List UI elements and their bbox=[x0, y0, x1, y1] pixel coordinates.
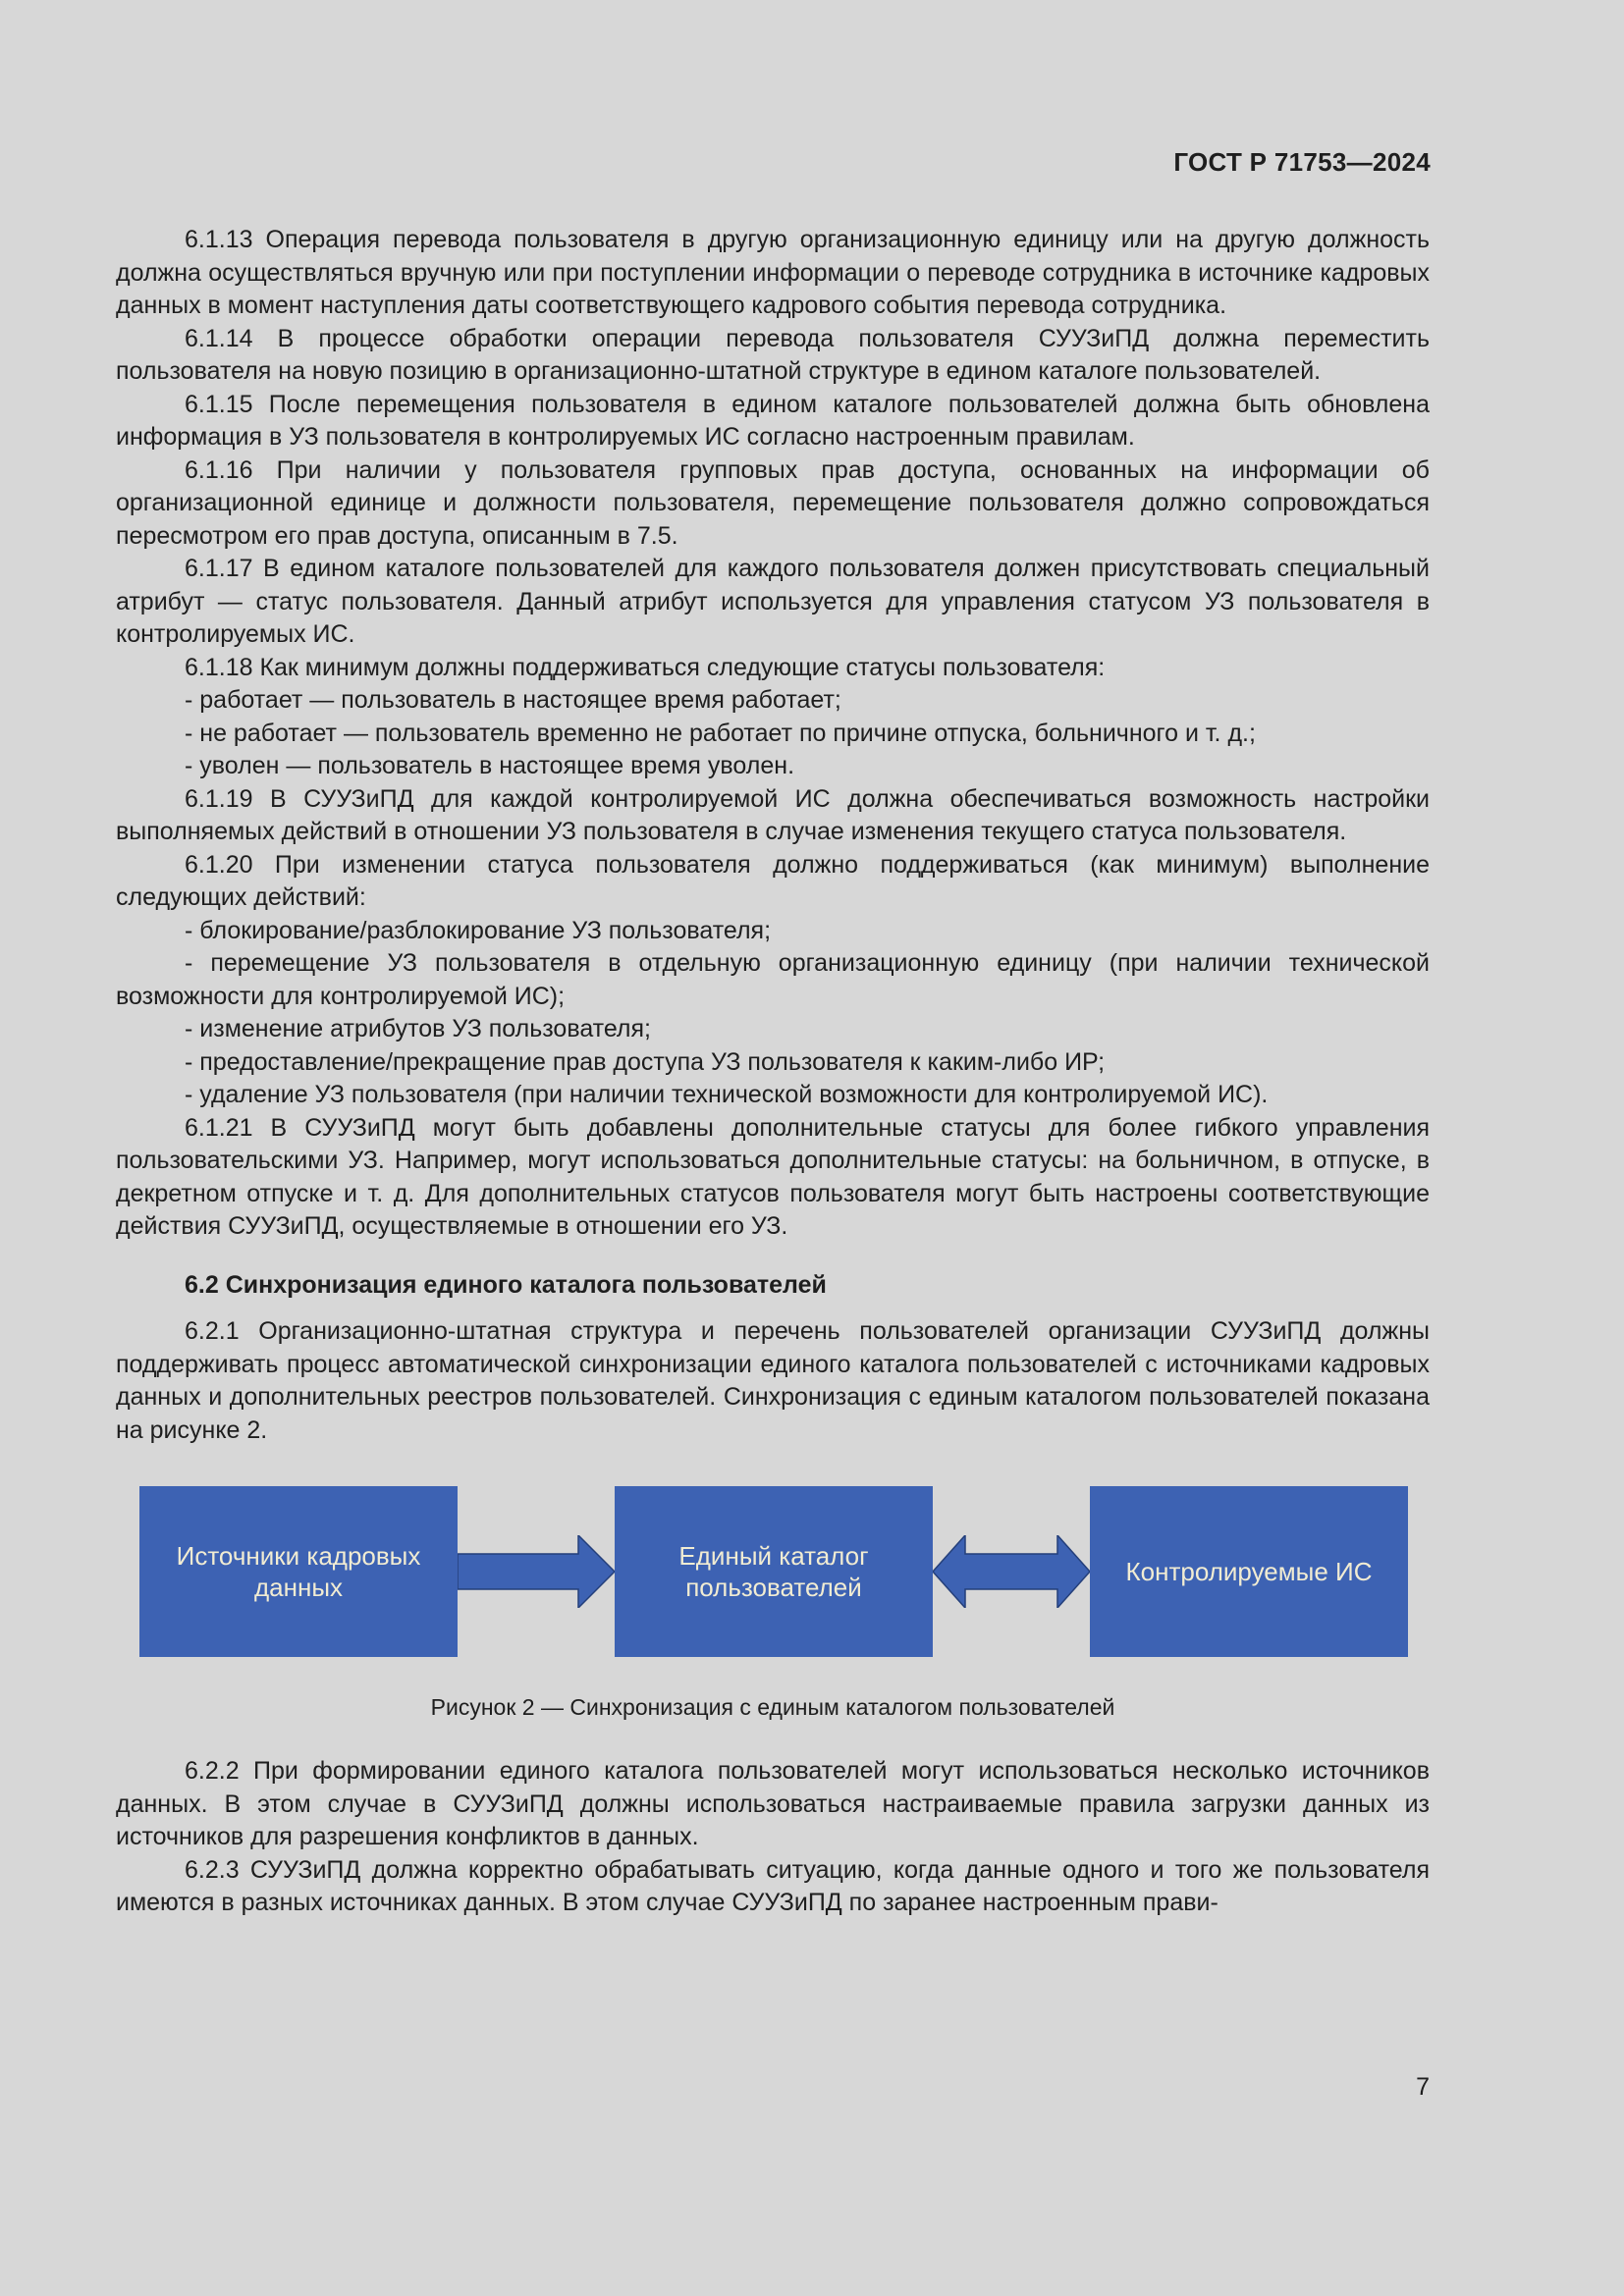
paragraph-6-1-13: 6.1.13 Операция перевода пользователя в другую организационную единицу или на другую должность должна осуществляться вручную или при поступлении информации о переводе сотрудника в источнике кадровых данных в момент наступления даты соответствующего кадрового события перевода сотрудника. bbox=[116, 226, 1430, 319]
paragraph-6-2-2: 6.2.2 При формировании единого каталога пользователей могут использоваться несколько источников данных. В этом случае в СУУЗиПД должны использоваться настраиваемые правила загрузки данных из источников для разрешения конфликтов в данных. bbox=[116, 1757, 1430, 1850]
double-arrow-icon bbox=[933, 1535, 1090, 1608]
paragraph-6-1-18: 6.1.18 Как минимум должны поддерживаться следующие статусы пользователя: bbox=[185, 653, 1106, 681]
action-list-item: - перемещение УЗ пользователя в отдельную организационную единицу (при наличии технической возможности для контролируемой ИС); bbox=[116, 949, 1430, 1010]
diagram-box-label: Источники кадровых данных bbox=[176, 1541, 421, 1602]
paragraph-6-2-1: 6.2.1 Организационно-штатная структура и перечень пользователей организации СУУЗиПД должны поддерживать процесс автоматической синхронизации единого каталога пользователей с источниками кадровых данных и дополнительных реестров пользователей. Синхронизация с единым каталогом пользователей показана на рисунке 2. bbox=[116, 1317, 1430, 1444]
paragraph-6-1-17: 6.1.17 В едином каталоге пользователей для каждого пользователя должен присутствовать специальный атрибут — статус пользователя. Данный атрибут используется для управления статусом УЗ пользователя в контролируемых ИС. bbox=[116, 555, 1430, 648]
paragraph-6-1-21: 6.1.21 В СУУЗиПД могут быть добавлены дополнительные статусы для более гибкого управления пользовательскими УЗ. Например, могут использоваться дополнительные статусы: на больничном, в отпуске, в декретном отпуске и т. д. Для дополнительных статусов пользователя могут быть настроены соответствующие действия СУУЗиПД, осуществляемые в отношении его УЗ. bbox=[116, 1113, 1430, 1240]
action-list-item: - изменение атрибутов УЗ пользователя; bbox=[185, 1015, 651, 1042]
right-arrow-icon bbox=[458, 1535, 615, 1608]
document-header: ГОСТ Р 71753—2024 bbox=[1173, 147, 1431, 177]
paragraph-6-1-14: 6.1.14 В процессе обработки операции перевода пользователя СУУЗиПД должна переместить пользователя на новую позицию в организационно-штатной структуре в едином каталоге пользователей. bbox=[116, 324, 1430, 385]
diagram-box-user-catalog bbox=[615, 1486, 933, 1657]
paragraph-6-1-15: 6.1.15 После перемещения пользователя в едином каталоге пользователей должна быть обновлена информация в УЗ пользователя в контролируемых ИС согласно настроенным правилам. bbox=[116, 390, 1430, 451]
status-list-item: - работает — пользователь в настоящее время работает; bbox=[185, 686, 841, 714]
figure-caption: Рисунок 2 — Синхронизация с единым каталогом пользователей bbox=[430, 1694, 1115, 1720]
action-list-item: - блокирование/разблокирование УЗ пользователя; bbox=[185, 916, 772, 944]
diagram-box-label: Контролируемые ИС bbox=[1125, 1557, 1373, 1586]
section-heading-6-2: 6.2 Синхронизация единого каталога пользователей bbox=[185, 1270, 827, 1299]
diagram-box-hr-sources bbox=[139, 1486, 458, 1657]
paragraph-6-1-19: 6.1.19 В СУУЗиПД для каждой контролируемой ИС должна обеспечиваться возможность настройки выполняемых действий в отношении УЗ пользователя в случае изменения текущего статуса пользователя. bbox=[116, 784, 1430, 845]
page-content bbox=[116, 224, 1430, 1920]
diagram-box-label: Единый каталог пользователей bbox=[678, 1541, 869, 1602]
action-list-item: - удаление УЗ пользователя (при наличии технической возможности для контролируемой ИС). bbox=[185, 1081, 1269, 1108]
status-list-item: - не работает — пользователь временно не работает по причине отпуска, больничного и т. д.; bbox=[185, 719, 1256, 747]
paragraph-6-2-3: 6.2.3 СУУЗиПД должна корректно обрабатывать ситуацию, когда данные одного и того же пользователя имеются в разных источниках данных. В этом случае СУУЗиПД по заранее настроенным прави- bbox=[116, 1855, 1430, 1916]
page-number: 7 bbox=[1416, 2073, 1430, 2101]
status-list-item: - уволен — пользователь в настоящее время уволен. bbox=[185, 752, 795, 779]
action-list-item: - предоставление/прекращение прав доступа УЗ пользователя к каким-либо ИР; bbox=[185, 1047, 1106, 1076]
paragraph-6-1-16: 6.1.16 При наличии у пользователя групповых прав доступа, основанных на информации об организационной единице и должности пользователя, перемещение пользователя должно сопровождаться пересмотром его прав доступа, описанным в 7.5. bbox=[116, 455, 1430, 550]
diagram-box-controlled-is bbox=[1090, 1486, 1408, 1657]
figure-2-diagram bbox=[139, 1486, 1408, 1657]
paragraph-6-1-20: 6.1.20 При изменении статуса пользователя должно поддерживаться (как минимум) выполнение следующих действий: bbox=[116, 850, 1430, 911]
